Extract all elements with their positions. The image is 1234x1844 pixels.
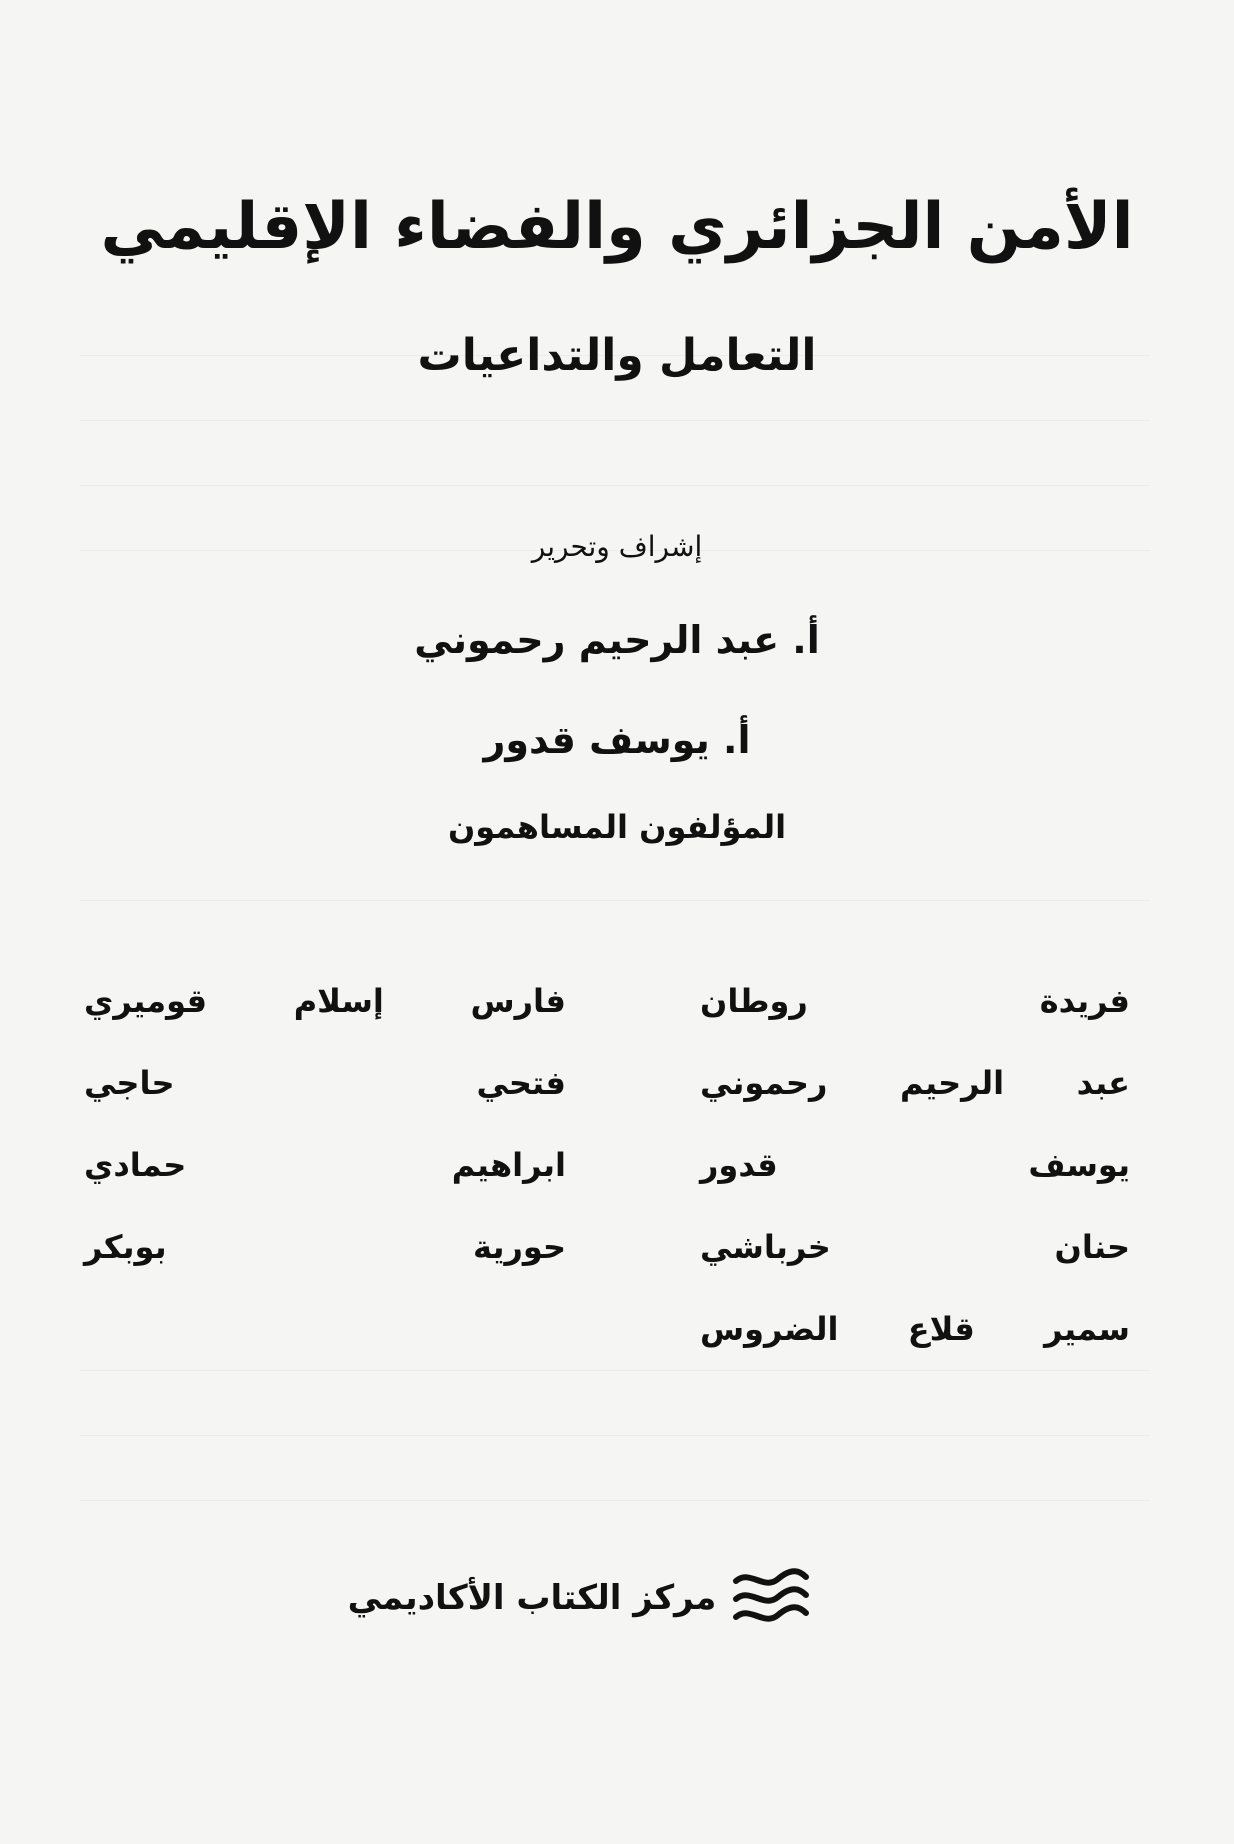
- contributor-name: فارس إسلام قوميري: [84, 982, 566, 1020]
- book-title: الأمن الجزائري والفضاء الإقليمي: [100, 190, 1134, 264]
- bleed-through-line: [80, 1370, 1150, 1371]
- bleed-through-line: [80, 485, 1150, 486]
- bleed-through-line: [80, 900, 1150, 901]
- bleed-through-line: [80, 1500, 1150, 1501]
- contributor-name: سمير قلاع الضروس: [700, 1310, 1130, 1348]
- supervision-label: إشراف وتحرير: [531, 530, 703, 563]
- bleed-through-line: [80, 1435, 1150, 1436]
- editor-name: أ. يوسف قدور: [483, 718, 751, 762]
- contributors-heading: المؤلفون المساهمون: [447, 808, 787, 846]
- contributors-left-column: [84, 960, 566, 1288]
- editor-name: أ. عبد الرحيم رحموني: [414, 618, 820, 662]
- wave-logo-icon: [730, 1567, 812, 1629]
- publisher-name: مركز الكتاب الأكاديمي: [347, 1578, 717, 1618]
- contributor-name: يوسف قدور: [700, 1146, 1130, 1184]
- contributors-right-column: [700, 960, 1130, 1370]
- contributor-name: عبد الرحيم رحموني: [700, 1064, 1130, 1102]
- contributor-name: فتحي حاجي: [84, 1064, 566, 1102]
- book-subtitle: التعامل والتداعيات: [417, 330, 817, 381]
- bleed-through-line: [80, 420, 1150, 421]
- contributor-name: ابراهيم حمادي: [84, 1146, 566, 1184]
- contributor-name: حنان خرباشي: [700, 1228, 1130, 1266]
- contributor-name: فريدة روطان: [700, 982, 1130, 1020]
- contributor-name: حورية بوبكر: [84, 1228, 566, 1266]
- publisher: [330, 1558, 830, 1638]
